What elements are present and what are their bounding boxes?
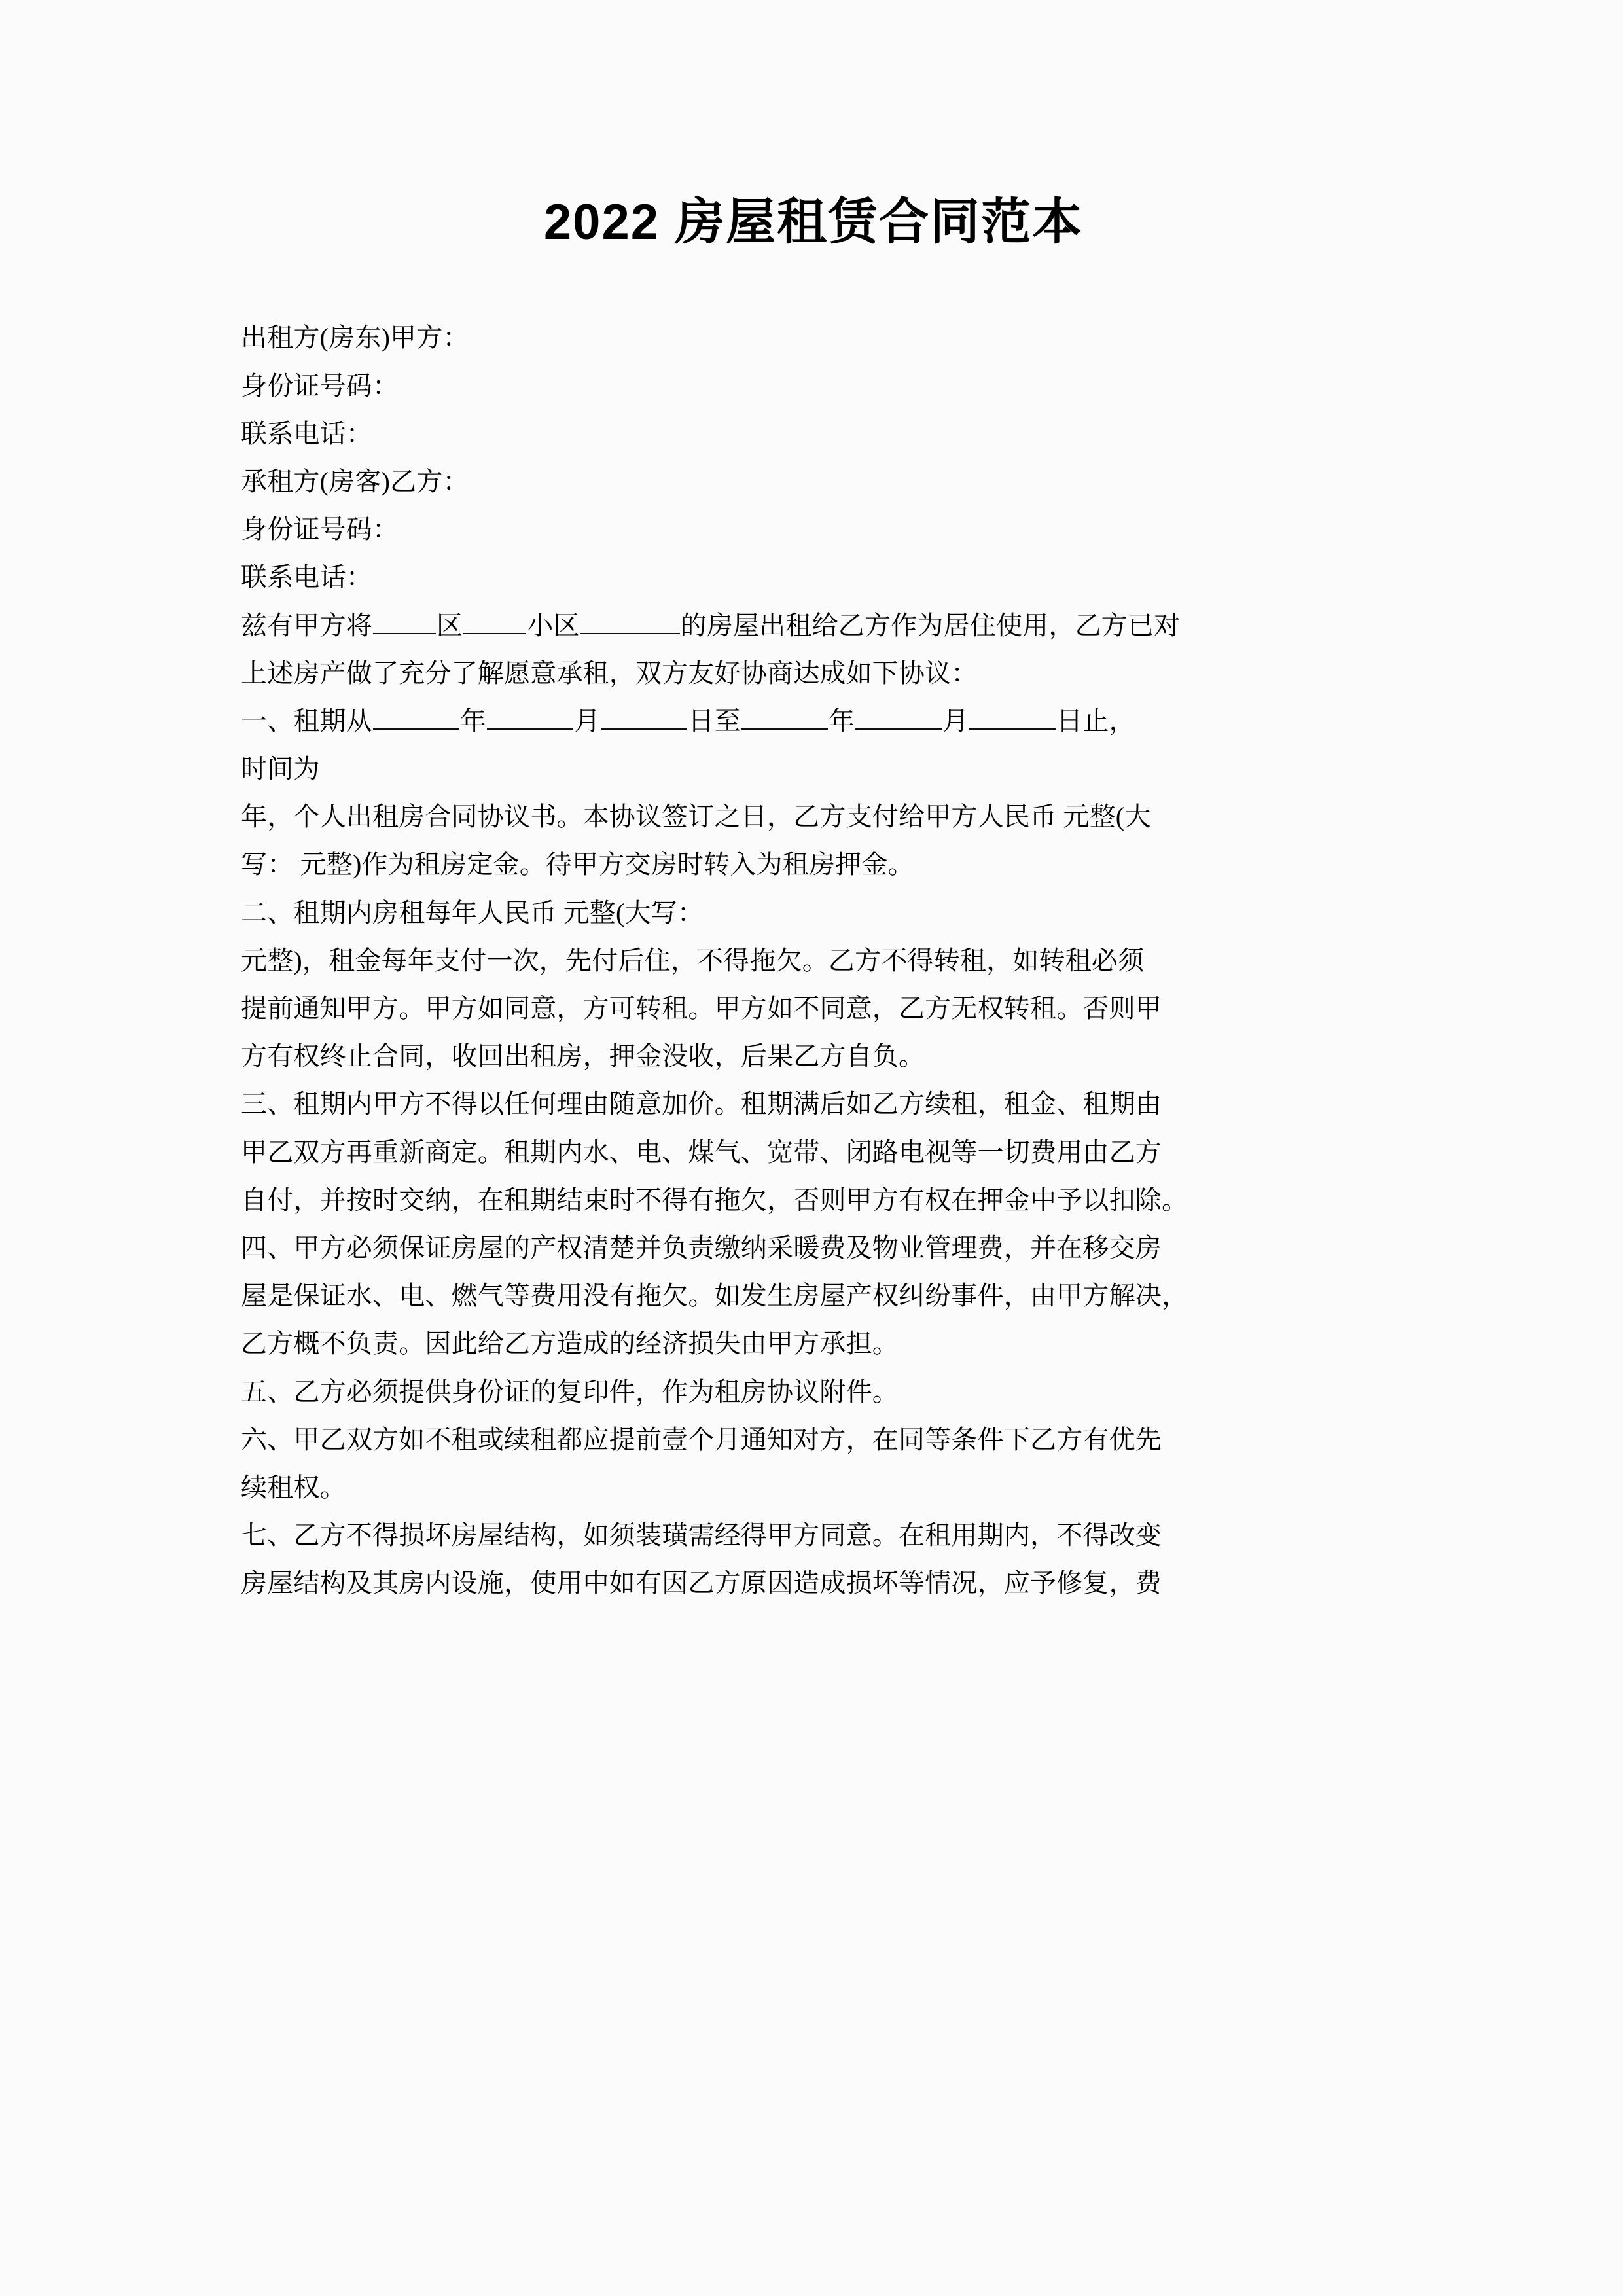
document-content	[241, 0, 1386, 1607]
landlord-label: 出租方(房东)甲方：	[241, 323, 469, 353]
blank-end-month[interactable]	[855, 704, 942, 730]
blank-start-day[interactable]	[601, 704, 687, 730]
clause-six-line-2: 续租权。	[241, 1472, 346, 1502]
blank-start-month[interactable]	[487, 704, 573, 730]
preamble-text-c: 小区	[527, 610, 580, 640]
clause-two-line-1: 二、租期内房租每年人民币 元整(大写：	[241, 897, 704, 927]
blank-end-day[interactable]	[969, 704, 1056, 730]
clause-four-line-1: 四、甲方必须保证房屋的产权清楚并负责缴纳采暖费及物业管理费，并在移交房	[241, 1232, 1162, 1263]
blank-end-year[interactable]	[741, 704, 828, 730]
clause-two-line-4: 方有权终止合同，收回出租房，押金没收，后果乙方自负。	[241, 1041, 925, 1071]
contract-body	[241, 314, 1386, 1607]
clause-one-line-3: 年，个人出租房合同协议书。本协议签订之日，乙方支付给甲方人民币 元整(大	[241, 802, 1151, 832]
tenant-label: 承租方(房客)乙方：	[241, 466, 469, 496]
unit-month-2: 月	[942, 706, 969, 736]
unit-month-1: 月	[574, 706, 601, 736]
unit-year-2: 年	[828, 706, 855, 736]
preamble-line-2: 上述房产做了充分了解愿意承租，双方友好协商达成如下协议：	[241, 658, 978, 688]
clause-five-line-1: 五、乙方必须提供身份证的复印件，作为租房协议附件。	[241, 1376, 899, 1407]
landlord-phone-label: 联系电话：	[241, 418, 372, 448]
preamble-text-b: 区	[437, 610, 463, 640]
clause-one-line-1	[241, 697, 1386, 745]
preamble-text-d: 的房屋出租给乙方作为居住使用，乙方已对	[680, 610, 1181, 640]
clause-four-line-2: 屋是保证水、电、燃气等费用没有拖欠。如发生房屋产权纠纷事件，由甲方解决，	[241, 1281, 1188, 1311]
clause-seven-line-2: 房屋结构及其房内设施，使用中如有因乙方原因造成损坏等情况，应予修复，费	[241, 1568, 1162, 1598]
clause-four-line-3: 乙方概不负责。因此给乙方造成的经济损失由甲方承担。	[241, 1329, 899, 1359]
unit-day-1: 日至	[688, 706, 741, 736]
clause-three-line-3: 自付，并按时交纳，在租期结束时不得有拖欠，否则甲方有权在押金中予以扣除。	[241, 1185, 1188, 1215]
clause-one-lead: 一、租期从	[241, 706, 372, 736]
blank-community[interactable]	[463, 608, 526, 634]
clause-seven-line-1: 七、乙方不得损坏房屋结构，如须装璜需经得甲方同意。在租用期内，不得改变	[241, 1520, 1162, 1551]
preamble-text-a: 兹有甲方将	[241, 610, 372, 640]
clause-one-line-2: 时间为	[241, 754, 320, 784]
page-title: 2022 房屋租赁合同范本	[543, 194, 1084, 250]
clause-six-line-1: 六、甲乙双方如不租或续租都应提前壹个月通知对方，在同等条件下乙方有优先	[241, 1424, 1162, 1454]
unit-day-2: 日止，	[1056, 706, 1135, 736]
blank-address[interactable]	[580, 608, 680, 634]
unit-year-1: 年	[460, 706, 487, 736]
preamble-line-1	[241, 601, 1386, 649]
clause-three-line-2: 甲乙双方再重新商定。租期内水、电、煤气、宽带、闭路电视等一切费用由乙方	[241, 1137, 1162, 1167]
clause-three-line-1: 三、租期内甲方不得以任何理由随意加价。租期满后如乙方续租，租金、租期由	[241, 1089, 1162, 1119]
clause-two-line-2: 元整)，租金每年支付一次，先付后住，不得拖欠。乙方不得转租，如转租必须	[241, 945, 1145, 975]
blank-district[interactable]	[373, 608, 436, 634]
tenant-phone-label: 联系电话：	[241, 562, 372, 592]
clause-one-line-4: 写： 元整)作为租房定金。待甲方交房时转入为租房押金。	[241, 850, 914, 880]
tenant-id-label: 身份证号码：	[241, 514, 399, 545]
clause-two-line-3: 提前通知甲方。甲方如同意，方可转租。甲方如不同意，乙方无权转租。否则甲	[241, 994, 1162, 1024]
blank-start-year[interactable]	[373, 704, 459, 730]
landlord-id-label: 身份证号码：	[241, 370, 399, 401]
